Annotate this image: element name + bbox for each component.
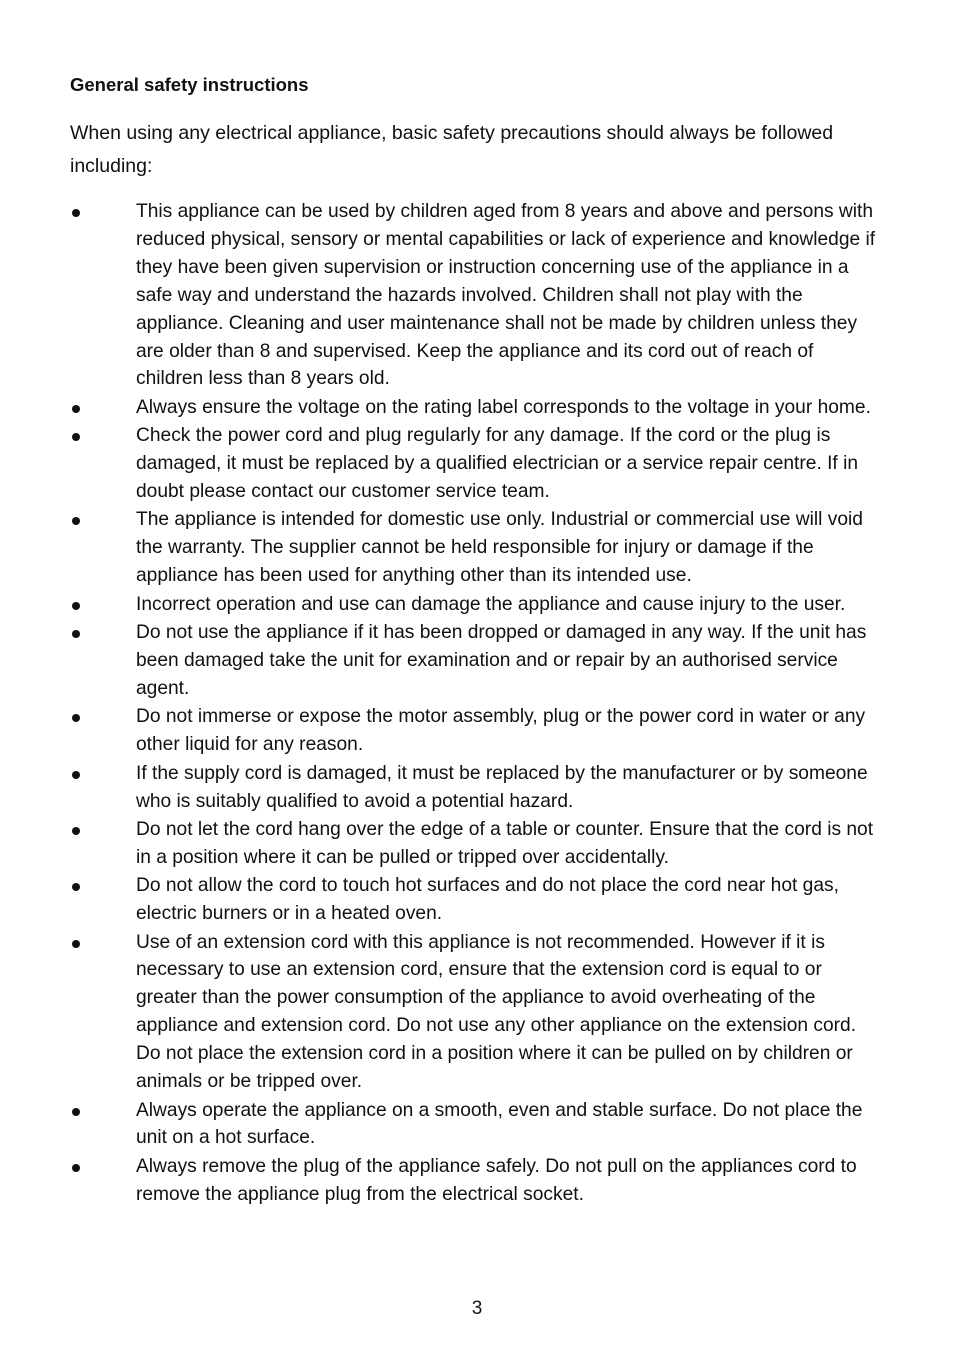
bullet-icon	[72, 1164, 80, 1172]
bullet-icon	[72, 630, 80, 638]
bullet-icon	[72, 1108, 80, 1116]
list-item	[0, 703, 954, 759]
list-item-text: Do not let the cord hang over the edge of a table or counter. Ensure that the cord is not in a position where it can be pulled or tripped over accidentally.	[136, 818, 874, 868]
list-item	[0, 872, 954, 928]
bullet-icon	[72, 517, 80, 525]
list-item-text: Always ensure the voltage on the rating label corresponds to the voltage in your home.	[136, 396, 871, 418]
page-number: 3	[471, 1298, 483, 1319]
section-heading: General safety instructions	[70, 74, 309, 95]
safety-instructions-list	[0, 198, 954, 1209]
list-item-text: Incorrect operation and use can damage the appliance and cause injury to the user.	[136, 593, 846, 615]
list-item	[0, 929, 954, 1096]
list-item-text: Always remove the plug of the appliance safely. Do not pull on the appliances cord to remove the appliance plug from the electrical socket.	[136, 1155, 857, 1205]
list-item-text: This appliance can be used by children aged from 8 years and above and persons with reduced physical, sensory or mental capabilities or lack of experience and knowledge if they have been given supervision or instruction concerning use of the appliance in a safe way and understand the hazards involved. Children shall not play with the appliance. Cleaning and user maintenance shall not be made by children unless they are older than 8 and supervised. Keep the appliance and its cord out of reach of children less than 8 years old.	[136, 201, 876, 390]
list-item	[0, 506, 954, 590]
bullet-icon	[72, 827, 80, 835]
list-item-text: Use of an extension cord with this appliance is not recommended. However if it is necessary to use an extension cord, ensure that the extension cord is equal to or greater than the power consumption of the appliance to avoid overheating of the appliance and extension cord. Do not use any other appliance on the extension cord. Do not place the extension cord in a position where it can be pulled on by children or animals or be tripped over.	[136, 931, 857, 1093]
list-item	[0, 760, 954, 816]
list-item-text: Do not allow the cord to touch hot surfaces and do not place the cord near hot gas, electric burners or in a heated oven.	[136, 875, 839, 925]
bullet-icon	[72, 209, 80, 217]
list-item	[0, 422, 954, 506]
bullet-icon	[72, 433, 80, 441]
list-item	[0, 1097, 954, 1153]
list-item-text: Always operate the appliance on a smooth, even and stable surface. Do not place the unit on a hot surface.	[136, 1099, 863, 1149]
intro-paragraph: When using any electrical appliance, basic safety precautions should always be followed including:	[70, 122, 834, 177]
bullet-icon	[72, 405, 80, 413]
bullet-icon	[72, 940, 80, 948]
list-item-text: Do not immerse or expose the motor assembly, plug or the power cord in water or any other liquid for any reason.	[136, 706, 866, 756]
list-item	[0, 591, 954, 619]
list-item-text: Do not use the appliance if it has been dropped or damaged in any way. If the unit has been damaged take the unit for examination and or repair by an authorised service agent.	[136, 622, 867, 699]
bullet-icon	[72, 771, 80, 779]
list-item-text: If the supply cord is damaged, it must be replaced by the manufacturer or by someone who is suitably qualified to avoid a potential hazard.	[136, 762, 868, 812]
list-item	[0, 1153, 954, 1209]
bullet-icon	[72, 883, 80, 891]
list-item-text: The appliance is intended for domestic use only. Industrial or commercial use will void the warranty. The supplier cannot be held responsible for injury or damage if the appliance has been used for anything other than its intended use.	[136, 509, 863, 587]
bullet-icon	[72, 714, 80, 722]
list-item	[0, 394, 954, 422]
list-item-text: Check the power cord and plug regularly for any damage. If the cord or the plug is damaged, it must be replaced by a qualified electrician or a service repair centre. If in doubt please contact our customer service team.	[136, 425, 859, 503]
list-item	[0, 619, 954, 703]
list-item	[0, 816, 954, 872]
list-item	[0, 198, 954, 393]
bullet-icon	[72, 602, 80, 610]
